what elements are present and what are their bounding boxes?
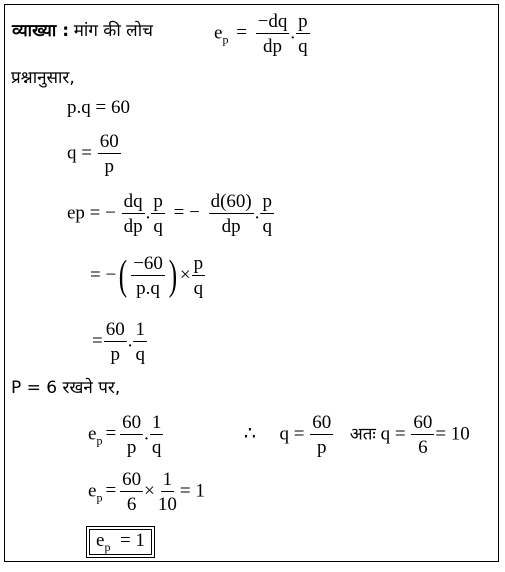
equation-ep-value: $e_p$ = $\frac{60}{p}$ . $\frac{1}{q}$ ∴ q = $\frac{60}{p}$ अतः q = $\frac{60}{6}$ = 10 bbox=[88, 412, 470, 458]
substitute-text: P = 6 रखने पर, bbox=[11, 378, 121, 398]
equation-ep: ep = − $\frac{dq}{dp}$ . $\frac{p}{q}$ = − $\frac{d(60)}{dp}$ . $\frac{p}{q}$ bbox=[67, 191, 272, 237]
fraction: $\frac{-dq}{dp}$ bbox=[257, 11, 288, 57]
equation-substituted: = −( $\frac{-60}{p.q}$ ) × $\frac{p}{q}$ bbox=[90, 253, 204, 299]
heading-text: मांग की लोच bbox=[73, 21, 153, 41]
heading-label: व्याख्या : bbox=[12, 21, 70, 41]
elasticity-formula: $e_p$ = $\frac{-dq}{dp}$ . $\frac{p}{q}$ bbox=[214, 11, 308, 57]
solution-frame bbox=[4, 4, 499, 562]
equation-ep-calc: $e_p$ = $\frac{60}{6}$ × $\frac{1}{10}$ = 1 bbox=[88, 469, 205, 515]
equation-pq: p.q = 60 bbox=[67, 97, 130, 118]
equation-q: q = $\frac{60}{p}$ bbox=[67, 131, 119, 177]
therefore-symbol: ∴ bbox=[243, 423, 256, 445]
equation-simplified: = $\frac{60}{p}$ . $\frac{1}{q}$ bbox=[92, 319, 145, 365]
final-answer: $e_p = 1$ bbox=[86, 526, 155, 558]
heading-row bbox=[12, 21, 153, 40]
fraction: $\frac{p}{q}$ bbox=[298, 11, 308, 57]
condition-text: प्रश्नानुसार, bbox=[11, 68, 75, 88]
